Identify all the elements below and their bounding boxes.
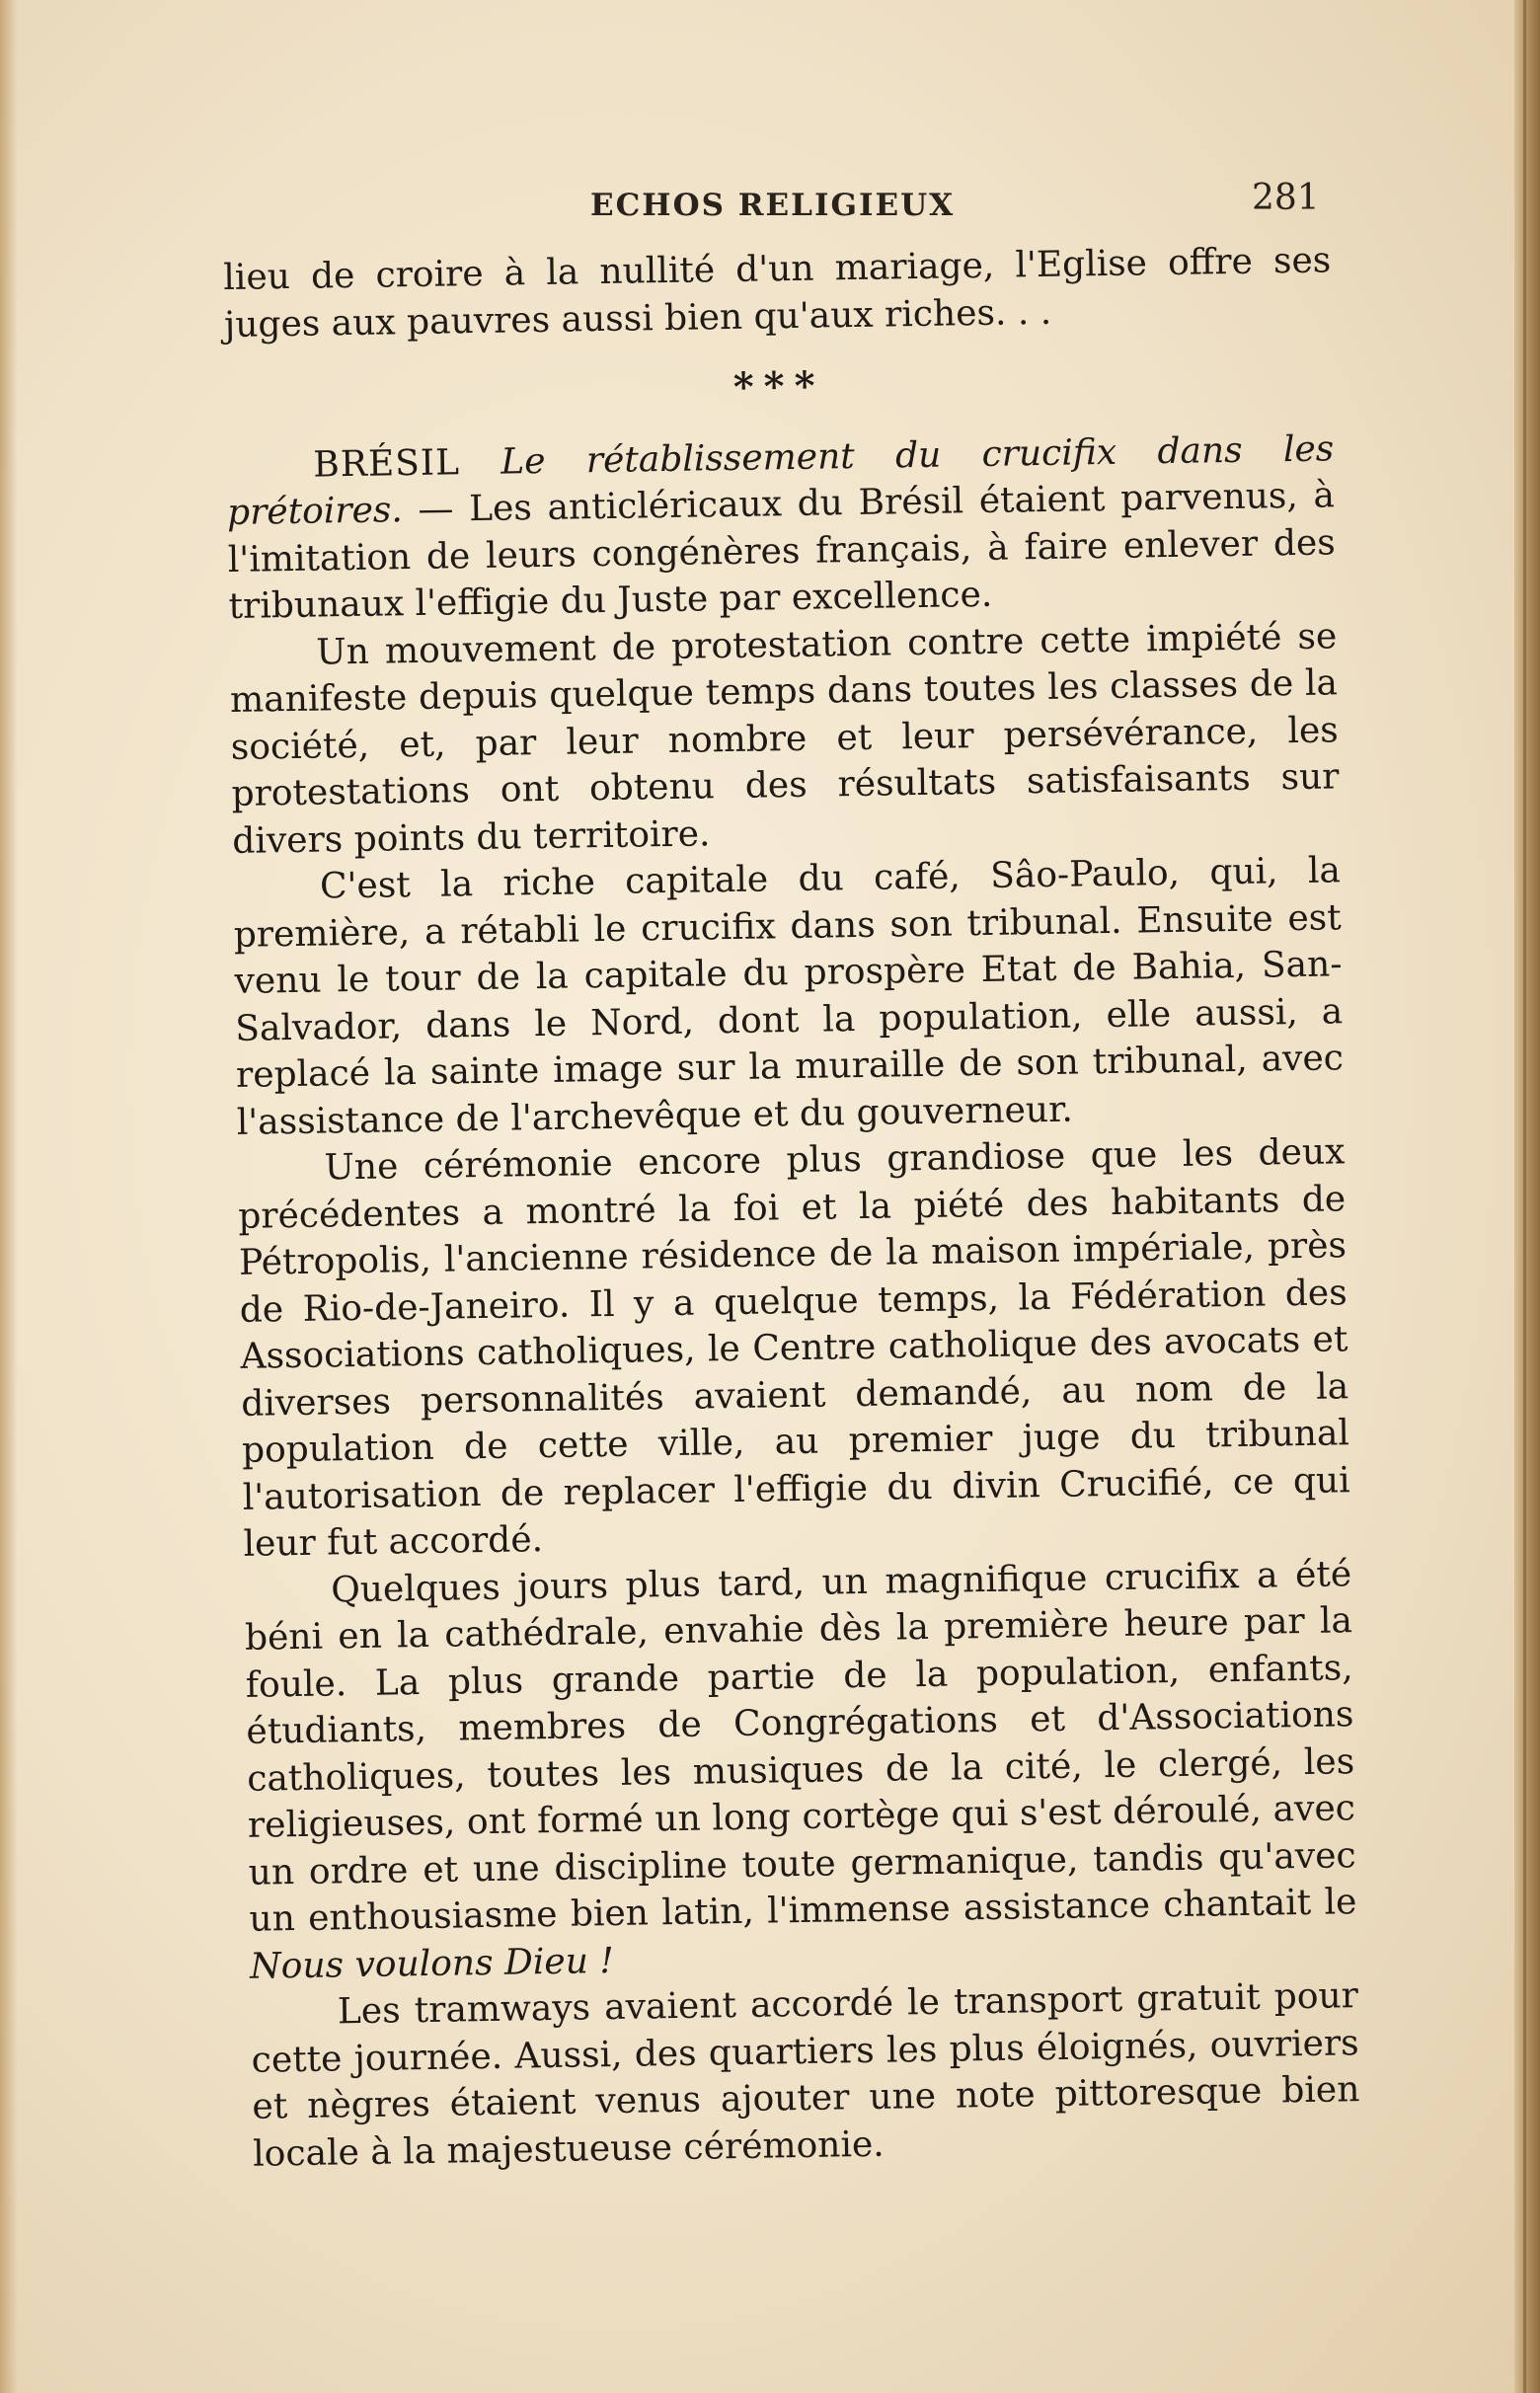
section-country: BRÉSIL [313,441,461,486]
section-title: Le rétablissement du crucifix dans les prétoires. [226,427,1335,533]
paragraph-tramways: Les tramways avaient accordé le transport gratuit pour cette journée. Aussi, des quartiers les plus éloignés, ouvriers et nègres étaient venus ajouter une note pittoresque bien locale à la majestueuse cérémonie. [251,1975,1360,2175]
section-separator: *** [732,362,825,411]
paragraph-procession [244,1551,1358,1990]
paragraph-protestation: Un mouvement de protestation contre cette impiété se manifeste depuis quelque temps dans toutes les classes de la société, et, par leur nombre et leur persévérance, les protestations ont obtenu des résultats satisfaisants sur divers points du territoire. [229,615,1340,862]
paragraph-petropolis: Une cérémonie encore plus grandiose que les deux précédentes a montré la foi et la piété des habitants de Pétropolis, l'ancienne résidence de la maison impériale, près de Rio-de-Janeiro. Il y a quelque temps, la Fédération des Associations catholiques, le Centre catholique des avocats et diverses personnalités avaient demandé, au nom de la population de cette ville, au premier juge du tribunal l'autorisation de replacer l'effigie du divin Crucifié, ce qui leur fut accordé. [237,1131,1350,1565]
section-opening-paragraph [226,425,1337,631]
paragraph-sao-paulo: C'est la riche capitale du café, Sâo-Paulo, qui, la première, a rétabli le crucifix dans son tribunal. Ensuite est venu le tour de la capitale du prospère Etat de Bahia, San-Salvador, dans le Nord, dont la population, elle aussi, a replacé la sainte image sur la muraille de son tribunal, avec l'assistance de l'archevêque et du gouverneur. [233,850,1345,1143]
running-title: ECHOS RELIGIEUX [590,188,956,223]
hymn-title: Nous voulons Dieu ! [249,1940,615,1987]
continuation-paragraph: lieu de croire à la nullité d'un mariage, l'Eglise offre ses juges aux pauvres aussi bien qu'aux riches. . . [223,240,1332,346]
spine-shadow-line [1523,0,1526,2393]
procession-text: Quelques jours plus tard, un magnifique crucifix a été béni en la cathédrale, envahie dès la première heure par la foule. La plus grande partie de la population, enfants, étudiants, membres de Congrégations et d'Associations catholiques, toutes les musiques de la cité, le clergé, les religieuses, ont formé un long cortège qui s'est déroulé, avec un ordre et une discipline toute germanique, tandis qu'avec un enthousiasme bien latin, l'immense assistance chantait le [244,1553,1357,1940]
article-body [223,237,1360,2177]
page-number: 281 [1252,178,1320,218]
page-left-edge [0,0,18,2393]
running-head [0,178,1540,237]
section-lead-text: — Les anticléricaux du Brésil étaient parvenus, à l'imitation de leurs congénères français, à faire enlever des tribunaux l'effigie du Juste par excellence. [227,475,1337,627]
book-spine-edge [1514,0,1540,2393]
